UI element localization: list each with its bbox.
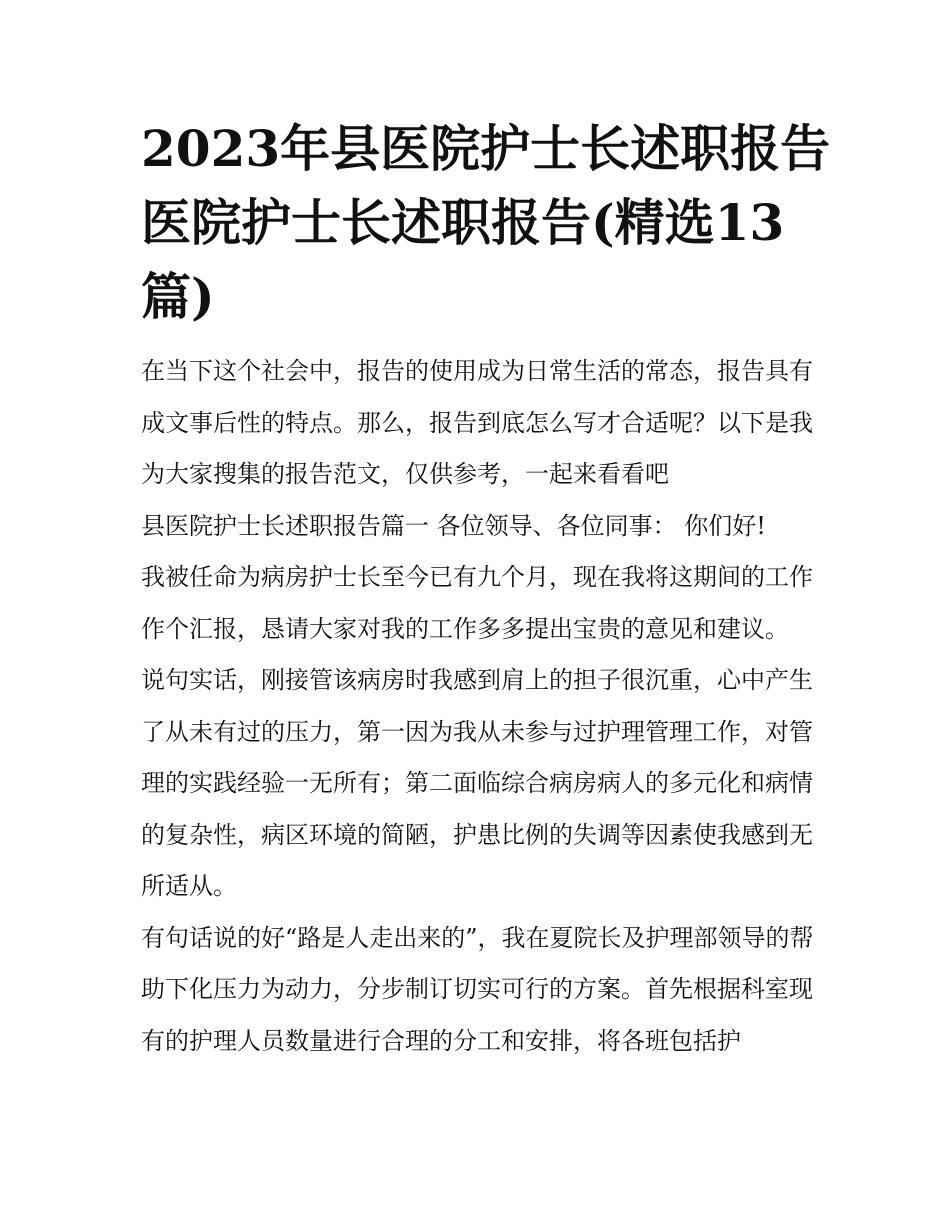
title-line-3: 篇) [141, 267, 215, 326]
intro-paragraph: 在当下这个社会中，报告的使用成为日常生活的常态，报告具有成文事后性的特点。那么，报告到底怎么写才合适呢？以下是我为大家搜集的报告范文，仅供参考，一起来看看吧 [141, 357, 813, 488]
title-line-2: 医院护士长述职报告(精选13 [141, 193, 785, 252]
document-page [141, 112, 831, 1067]
body-paragraph: 有句话说的好“路是人走出来的”，我在夏院长及护理部领导的帮助下化压力为动力，分步制订切实可行的方案。首先根据科室现有的护理人员数量进行合理的分工和安排，将各班包括护 [141, 923, 814, 1055]
body-paragraph: 说句实话，刚接管该病房时我感到肩上的担子很沉重，心中产生了从未有过的压力，第一因为我从未参与过护理管理工作，对管理的实践经验一无所有；第二面临综合病房病人的多元化和病情的复杂性，病区环境的简陋，护患比例的失调等因素使我感到无所适从。 [141, 666, 813, 900]
body-paragraph: 我被任命为病房护士长至今已有九个月，现在我将这期间的工作作个汇报，恳请大家对我的工作多多提出宝贵的意见和建议。 [141, 563, 813, 643]
section-heading-paragraph: 县医院护士长述职报告篇一 各位领导、各位同事： 你们好! [141, 511, 766, 540]
title-line-1: 2023年县医院护士长述职报告 [141, 119, 831, 178]
document-title [141, 112, 831, 334]
document-body [141, 346, 816, 1067]
